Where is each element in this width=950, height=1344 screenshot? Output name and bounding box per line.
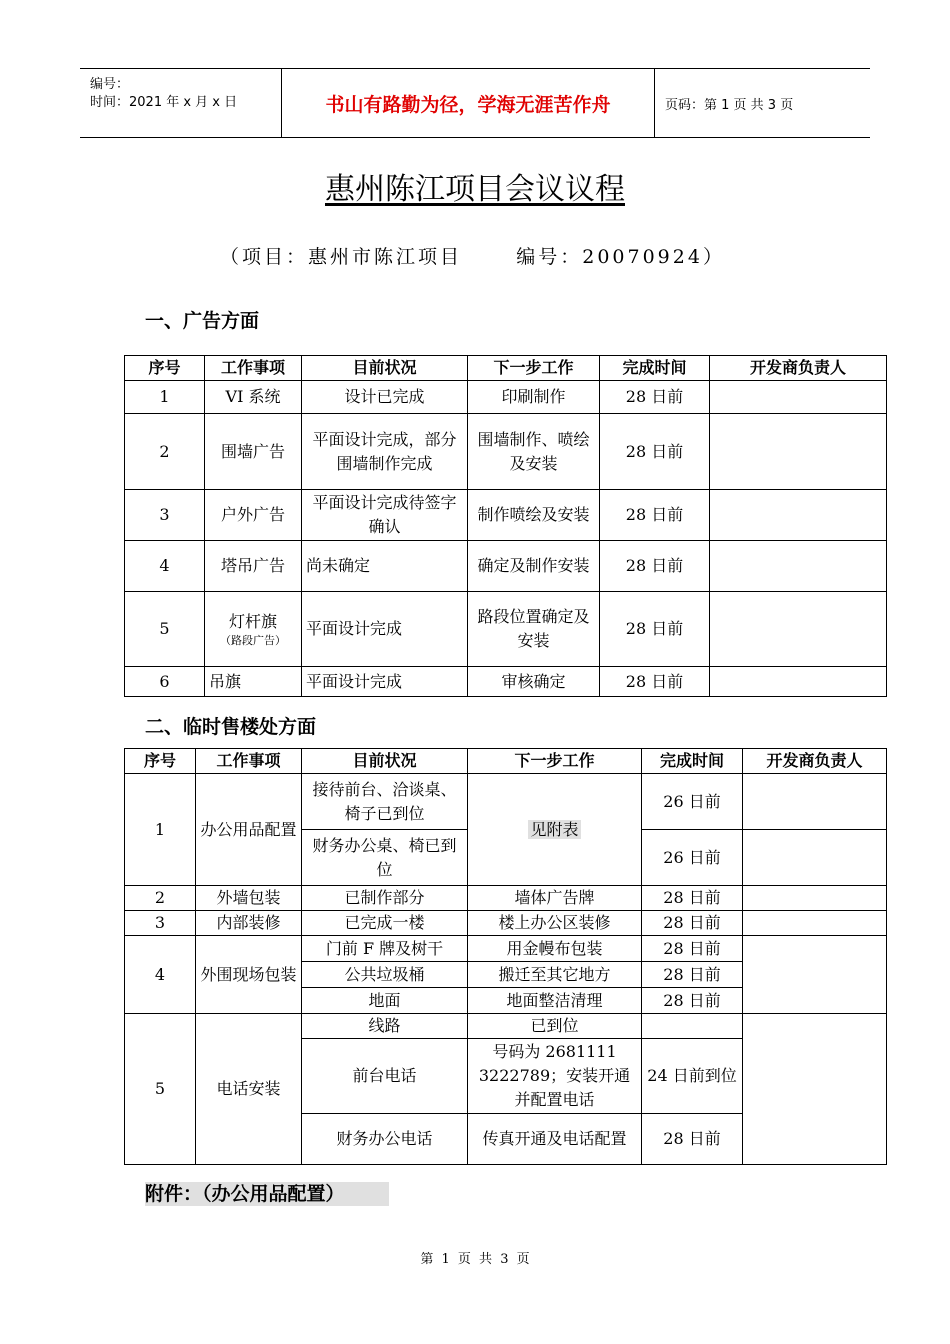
- cell-owner: [743, 936, 887, 1014]
- item-note: （路段广告）: [220, 634, 286, 647]
- cell-item: 围墙广告: [205, 414, 302, 490]
- cell-time: 28 日前: [642, 988, 743, 1014]
- cell-time: 28 日前: [600, 490, 710, 541]
- col-header: 下一步工作: [468, 749, 642, 774]
- cell-time: 28 日前: [642, 886, 743, 911]
- cell-no: 3: [125, 490, 205, 541]
- cell-time: 26 日前: [642, 830, 743, 886]
- cell-next: 楼上办公区装修: [468, 911, 642, 936]
- section-1-heading: 一、广告方面: [145, 310, 260, 332]
- cell-status: 尚未确定: [302, 541, 468, 592]
- document-title: 惠州陈江项目会议议程: [325, 172, 625, 207]
- date-label: 时间：2021 年 x 月 x 日: [90, 95, 238, 110]
- table-row: [125, 911, 887, 936]
- cell-status: 公共垃圾桶: [302, 962, 468, 988]
- table-row: [125, 1014, 887, 1039]
- header-meta: [80, 69, 282, 137]
- sales-office-table: [124, 748, 887, 1165]
- cell-time: 28 日前: [642, 962, 743, 988]
- cell-next: [468, 774, 642, 886]
- cell-next: 审核确定: [468, 667, 600, 697]
- cell-time: 24 日前到位: [642, 1039, 743, 1114]
- cell-item: 电话安装: [196, 1014, 302, 1165]
- cell-owner: [710, 592, 887, 667]
- page-footer: 第 1 页 共 3 页: [420, 1252, 530, 1267]
- page-header: [80, 68, 870, 138]
- col-header: 完成时间: [642, 749, 743, 774]
- cell-item: VI 系统: [205, 381, 302, 414]
- table-row: [125, 381, 887, 414]
- cell-next: 确定及制作安装: [468, 541, 600, 592]
- cell-next: 已到位: [468, 1014, 642, 1039]
- table-row: [125, 936, 887, 962]
- header-page-info: 页码：第 1 页 共 3 页: [665, 97, 794, 113]
- cell-time: 26 日前: [642, 774, 743, 830]
- number-label: 编号：: [90, 77, 130, 92]
- document-subtitle: （项目：惠州市陈江项目 编号：20070924）: [220, 246, 725, 268]
- table-row: [125, 886, 887, 911]
- cell-status: 平面设计完成待签字确认: [302, 490, 468, 541]
- cell-owner: [743, 830, 887, 886]
- cell-no: 6: [125, 667, 205, 697]
- cell-item: [205, 592, 302, 667]
- cell-status: 已完成一楼: [302, 911, 468, 936]
- cell-status: 财务办公桌、椅已到位: [302, 830, 468, 886]
- cell-next: 路段位置确定及安装: [468, 592, 600, 667]
- cell-next: 传真开通及电话配置: [468, 1114, 642, 1165]
- cell-owner: [710, 490, 887, 541]
- col-header: 工作事项: [205, 356, 302, 381]
- cell-item: 外墙包装: [196, 886, 302, 911]
- cell-next: 号码为 2681111 3222789；安装开通并配置电话: [468, 1039, 642, 1114]
- cell-owner: [710, 381, 887, 414]
- cell-next: 搬迁至其它地方: [468, 962, 642, 988]
- cell-status: 已制作部分: [302, 886, 468, 911]
- cell-time: 28 日前: [642, 911, 743, 936]
- cell-no: 5: [125, 1014, 196, 1165]
- table-row: [125, 667, 887, 697]
- cell-no: 2: [125, 414, 205, 490]
- cell-owner: [710, 414, 887, 490]
- item-label: 灯杆旗: [228, 612, 277, 631]
- table-header-row: [125, 356, 887, 381]
- cell-item: 吊旗: [205, 667, 302, 697]
- cell-status: 设计已完成: [302, 381, 468, 414]
- col-header: 下一步工作: [468, 356, 600, 381]
- cell-time: 28 日前: [600, 381, 710, 414]
- cell-status: 线路: [302, 1014, 468, 1039]
- cell-owner: [710, 541, 887, 592]
- cell-time: 28 日前: [600, 592, 710, 667]
- cell-status: 平面设计完成: [302, 667, 468, 697]
- cell-owner: [743, 1014, 887, 1165]
- cell-no: 2: [125, 886, 196, 911]
- cell-time: 28 日前: [642, 1114, 743, 1165]
- cell-status: 平面设计完成，部分围墙制作完成: [302, 414, 468, 490]
- cell-status: 平面设计完成: [302, 592, 468, 667]
- col-header: 序号: [125, 749, 196, 774]
- cell-status: 地面: [302, 988, 468, 1014]
- col-header: 开发商负责人: [710, 356, 887, 381]
- cell-no: 4: [125, 936, 196, 1014]
- cell-item: 塔吊广告: [205, 541, 302, 592]
- cell-owner: [743, 774, 887, 830]
- cell-item: 户外广告: [205, 490, 302, 541]
- table-row: [125, 490, 887, 541]
- cell-no: 5: [125, 592, 205, 667]
- section-2-heading: 二、临时售楼处方面: [145, 716, 317, 738]
- see-attachment: 见附表: [530, 819, 579, 839]
- cell-next: 制作喷绘及安装: [468, 490, 600, 541]
- cell-next: 墙体广告牌: [468, 886, 642, 911]
- cell-next: 用金幔布包装: [468, 936, 642, 962]
- col-header: 工作事项: [196, 749, 302, 774]
- table-row: [125, 774, 887, 830]
- table-header-row: [125, 749, 887, 774]
- cell-owner: [743, 911, 887, 936]
- cell-status: 财务办公电话: [302, 1114, 468, 1165]
- col-header: 目前状况: [302, 356, 468, 381]
- header-motto: 书山有路勤为径，学海无涯苦作舟: [282, 69, 655, 137]
- cell-owner: [743, 886, 887, 911]
- cell-item: 外围现场包装: [196, 936, 302, 1014]
- table-row: [125, 414, 887, 490]
- cell-owner: [710, 667, 887, 697]
- table-row: [125, 541, 887, 592]
- col-header: 完成时间: [600, 356, 710, 381]
- col-header: 序号: [125, 356, 205, 381]
- cell-time: 28 日前: [600, 667, 710, 697]
- cell-time: 28 日前: [600, 541, 710, 592]
- cell-status: 门前 F 牌及树干: [302, 936, 468, 962]
- cell-no: 1: [125, 381, 205, 414]
- cell-next: 印刷制作: [468, 381, 600, 414]
- cell-time: 28 日前: [600, 414, 710, 490]
- cell-no: 4: [125, 541, 205, 592]
- cell-no: 3: [125, 911, 196, 936]
- col-header: 开发商负责人: [743, 749, 887, 774]
- cell-no: 1: [125, 774, 196, 886]
- cell-item: 内部装修: [196, 911, 302, 936]
- cell-status: 前台电话: [302, 1039, 468, 1114]
- cell-next: 地面整洁清理: [468, 988, 642, 1014]
- cell-item: 办公用品配置: [196, 774, 302, 886]
- cell-time: 28 日前: [642, 936, 743, 962]
- cell-next: 围墙制作、喷绘及安装: [468, 414, 600, 490]
- table-row: [125, 592, 887, 667]
- cell-time: [642, 1014, 743, 1039]
- advertising-table: [124, 355, 887, 697]
- attachment-note: 附件：（办公用品配置）: [145, 1182, 389, 1206]
- col-header: 目前状况: [302, 749, 468, 774]
- cell-status: 接待前台、洽谈桌、椅子已到位: [302, 774, 468, 830]
